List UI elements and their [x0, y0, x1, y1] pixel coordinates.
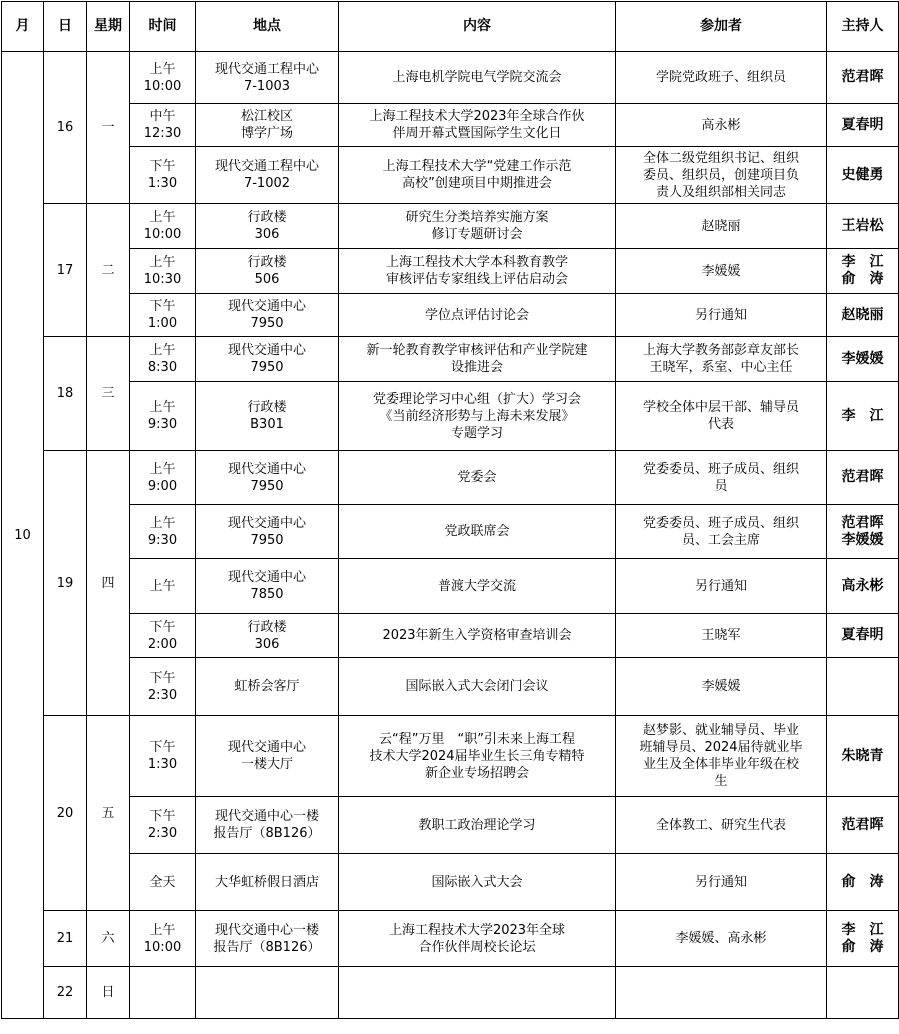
event-participants: 全体教工、研究生代表: [616, 797, 827, 854]
event-content: 学位点评估讨论会: [339, 294, 616, 337]
event-content: 党委会: [339, 451, 616, 505]
event-participants: 李媛媛: [616, 658, 827, 716]
event-participants: 党委委员、班子成员、组织 员: [616, 451, 827, 505]
event-time: 上午 10:30: [130, 249, 196, 294]
weekday-cell: 五: [87, 716, 130, 911]
event-row: [2, 249, 899, 294]
event-host: 李 江 俞 涛: [827, 911, 899, 967]
weekday-cell: 二: [87, 204, 130, 337]
event-participants: 学院党政班子、组织员: [616, 52, 827, 104]
schedule-table: [1, 1, 899, 1019]
event-location: [196, 967, 339, 1019]
event-location: 行政楼 306: [196, 204, 339, 249]
day-cell: 16: [44, 52, 87, 204]
event-content: 党政联席会: [339, 505, 616, 559]
event-time: 下午 2:30: [130, 797, 196, 854]
header-row: [2, 2, 899, 52]
event-location: 现代交通中心一楼 报告厅（8B126）: [196, 797, 339, 854]
event-time: 中午 12:30: [130, 104, 196, 147]
event-row: [2, 854, 899, 911]
event-participants: [616, 967, 827, 1019]
header-month: 月: [2, 2, 44, 52]
month-cell: 10: [2, 52, 44, 1019]
event-time: 下午 2:00: [130, 614, 196, 658]
event-row: [2, 716, 899, 797]
event-host: [827, 658, 899, 716]
event-row: [2, 294, 899, 337]
event-row: [2, 967, 899, 1019]
event-participants: 李媛媛、高永彬: [616, 911, 827, 967]
event-content: 上海工程技术大学2023年全球 合作伙伴周校长论坛: [339, 911, 616, 967]
event-row: [2, 797, 899, 854]
day-cell: 19: [44, 451, 87, 716]
event-row: [2, 614, 899, 658]
event-host: 王岩松: [827, 204, 899, 249]
event-location: 行政楼 B301: [196, 382, 339, 451]
event-time: 上午 8:30: [130, 337, 196, 382]
header-time: 时间: [130, 2, 196, 52]
event-host: 夏春明: [827, 614, 899, 658]
weekday-cell: 三: [87, 337, 130, 451]
event-time: 上午 10:00: [130, 911, 196, 967]
event-location: 现代交通工程中心 7-1002: [196, 147, 339, 204]
event-content: [339, 967, 616, 1019]
event-location: 现代交通中心 7850: [196, 559, 339, 614]
event-location: 虹桥会客厅: [196, 658, 339, 716]
event-content: 上海电机学院电气学院交流会: [339, 52, 616, 104]
event-participants: 另行通知: [616, 294, 827, 337]
event-time: 下午 1:00: [130, 294, 196, 337]
event-participants: 另行通知: [616, 559, 827, 614]
event-location: 现代交通中心 一楼大厅: [196, 716, 339, 797]
event-content: 研究生分类培养实施方案 修订专题研讨会: [339, 204, 616, 249]
event-time: 上午 10:00: [130, 204, 196, 249]
event-content: 新一轮教育教学审核评估和产业学院建 设推进会: [339, 337, 616, 382]
event-location: 现代交通中心一楼 报告厅（8B126）: [196, 911, 339, 967]
event-host: 李 江 俞 涛: [827, 249, 899, 294]
event-row: [2, 52, 899, 104]
event-content: 教职工政治理论学习: [339, 797, 616, 854]
event-row: [2, 911, 899, 967]
event-participants: 高永彬: [616, 104, 827, 147]
event-participants: 赵梦影、就业辅导员、毕业 班辅导员、2024届待就业毕 业生及全体非毕业年级在校 生: [616, 716, 827, 797]
event-host: 范君晖: [827, 451, 899, 505]
event-time: [130, 967, 196, 1019]
event-time: 上午 9:30: [130, 382, 196, 451]
event-host: 俞 涛: [827, 854, 899, 911]
event-host: 李 江: [827, 382, 899, 451]
event-row: [2, 451, 899, 505]
header-participants: 参加者: [616, 2, 827, 52]
event-row: [2, 382, 899, 451]
event-location: 行政楼 306: [196, 614, 339, 658]
event-host: 赵晓丽: [827, 294, 899, 337]
header-content: 内容: [339, 2, 616, 52]
event-content: 云“程”万里 “职”引未来上海工程 技术大学2024届毕业生长三角专精特 新企业专场招聘会: [339, 716, 616, 797]
event-host: 李媛媛: [827, 337, 899, 382]
day-cell: 20: [44, 716, 87, 911]
event-location: 现代交通工程中心 7-1003: [196, 52, 339, 104]
event-participants: 党委委员、班子成员、组织 员、工会主席: [616, 505, 827, 559]
day-cell: 18: [44, 337, 87, 451]
event-location: 现代交通中心 7950: [196, 294, 339, 337]
event-row: [2, 559, 899, 614]
weekday-cell: 一: [87, 52, 130, 204]
event-host: 高永彬: [827, 559, 899, 614]
weekday-cell: 六: [87, 911, 130, 967]
event-content: 国际嵌入式大会闭门会议: [339, 658, 616, 716]
event-time: 上午 9:30: [130, 505, 196, 559]
event-participants: 李媛媛: [616, 249, 827, 294]
header-day: 日: [44, 2, 87, 52]
event-host: 范君晖 李媛媛: [827, 505, 899, 559]
event-row: [2, 104, 899, 147]
event-participants: 赵晓丽: [616, 204, 827, 249]
event-content: 上海工程技术大学“党建工作示范 高校”创建项目中期推进会: [339, 147, 616, 204]
event-host: 范君晖: [827, 52, 899, 104]
event-host: 朱晓青: [827, 716, 899, 797]
weekday-cell: 日: [87, 967, 130, 1019]
event-content: 国际嵌入式大会: [339, 854, 616, 911]
event-content: 党委理论学习中心组（扩大）学习会 《当前经济形势与上海未来发展》 专题学习: [339, 382, 616, 451]
event-host: 范君晖: [827, 797, 899, 854]
event-location: 现代交通中心 7950: [196, 505, 339, 559]
event-time: 下午 1:30: [130, 716, 196, 797]
header-host: 主持人: [827, 2, 899, 52]
event-host: 史健勇: [827, 147, 899, 204]
header-location: 地点: [196, 2, 339, 52]
event-row: [2, 147, 899, 204]
event-time: 上午: [130, 559, 196, 614]
event-content: 2023年新生入学资格审查培训会: [339, 614, 616, 658]
event-location: 松江校区 博学广场: [196, 104, 339, 147]
event-time: 上午 9:00: [130, 451, 196, 505]
event-participants: 上海大学教务部彭章友部长 王晓军，系室、中心主任: [616, 337, 827, 382]
header-weekday: 星期: [87, 2, 130, 52]
event-host: [827, 967, 899, 1019]
event-time: 下午 1:30: [130, 147, 196, 204]
event-location: 现代交通中心 7950: [196, 337, 339, 382]
event-content: 上海工程技术大学2023年全球合作伙 伴周开幕式暨国际学生文化日: [339, 104, 616, 147]
schedule-body: [2, 52, 899, 1019]
day-cell: 22: [44, 967, 87, 1019]
event-location: 行政楼 506: [196, 249, 339, 294]
event-participants: 学校全体中层干部、辅导员 代表: [616, 382, 827, 451]
event-content: 普渡大学交流: [339, 559, 616, 614]
weekday-cell: 四: [87, 451, 130, 716]
event-row: [2, 204, 899, 249]
event-participants: 全体二级党组织书记、组织 委员、组织员，创建项目负 责人及组织部相关同志: [616, 147, 827, 204]
event-time: 下午 2:30: [130, 658, 196, 716]
event-content: 上海工程技术大学本科教育教学 审核评估专家组线上评估启动会: [339, 249, 616, 294]
event-location: 现代交通中心 7950: [196, 451, 339, 505]
day-cell: 21: [44, 911, 87, 967]
event-row: [2, 658, 899, 716]
event-row: [2, 337, 899, 382]
event-time: 全天: [130, 854, 196, 911]
event-participants: 王晓军: [616, 614, 827, 658]
event-time: 上午 10:00: [130, 52, 196, 104]
event-location: 大华虹桥假日酒店: [196, 854, 339, 911]
day-cell: 17: [44, 204, 87, 337]
event-host: 夏春明: [827, 104, 899, 147]
event-row: [2, 505, 899, 559]
event-participants: 另行通知: [616, 854, 827, 911]
